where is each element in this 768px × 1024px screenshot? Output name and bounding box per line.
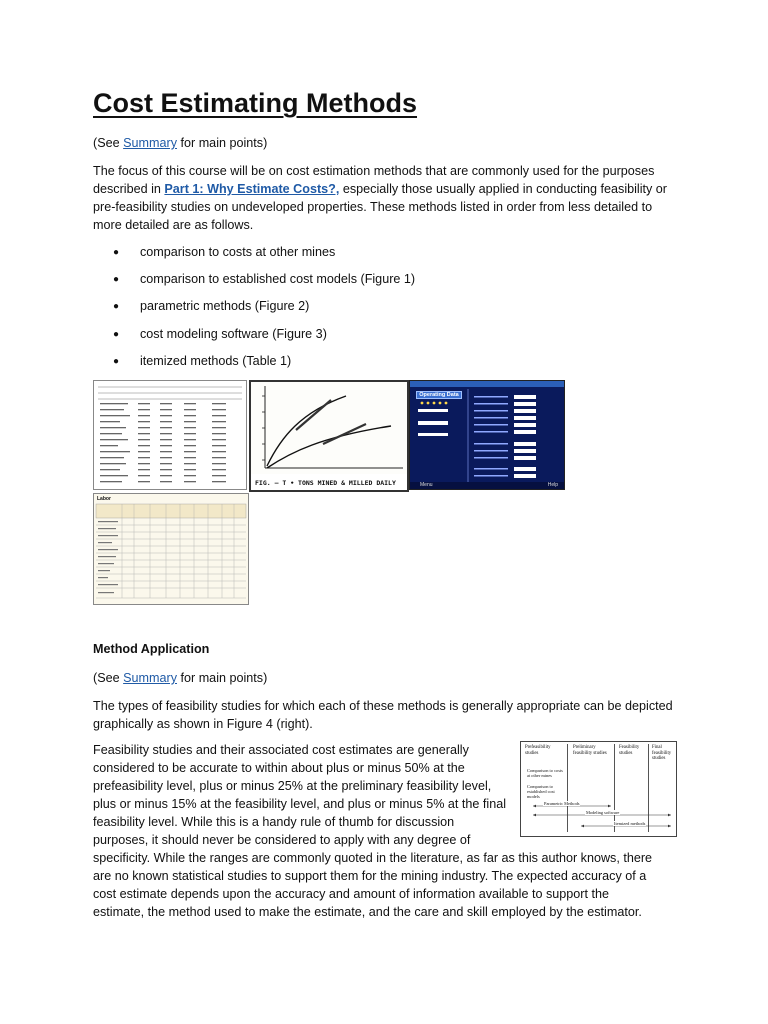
summary-link-1[interactable]: Summary	[123, 136, 177, 150]
list-item: ● itemized methods (Table 1)	[113, 354, 292, 368]
list-item: ● comparison to costs at other mines	[113, 245, 336, 259]
figure-2-parametric-chart-thumbnail[interactable]	[249, 380, 409, 492]
list-item: ● cost modeling software (Figure 3)	[113, 327, 327, 341]
figure-4-row-label: Comparison to costs at other mines	[527, 768, 563, 778]
part1-link[interactable]: Part 1: Why Estimate Costs?,	[164, 182, 340, 196]
types-paragraph: The types of feasibility studies for which each of these methods is generally appropriate can be depicted graphically as shown in Figure 4 (right).	[93, 699, 673, 731]
table-1-itemized-thumbnail[interactable]	[93, 493, 249, 605]
figure-3-software-thumbnail[interactable]	[409, 380, 565, 490]
figure-3-header: Operating Data	[416, 391, 462, 399]
figure-1-cost-model-thumbnail[interactable]	[93, 380, 247, 490]
see-summary-line-1: (See Summary for main points)	[93, 136, 268, 150]
list-item: ● comparison to established cost models (Figure 1)	[113, 272, 416, 286]
figure-4-feasibility-diagram[interactable]	[520, 741, 677, 837]
summary-link-2[interactable]: Summary	[123, 671, 177, 685]
feasibility-paragraph-lines: Feasibility studies and their associated cost estimates are generally considered to be accurate to within about plus or minus 50% at the prefeasibility level, plus or minus 25% at the preliminary feasibility level, plus or minus 15% at the feasibility level, and plus or minus 5% at the final feasibility level. While this is a handy rule of thumb for discussion purposes, it should never be considered to apply with any degree of	[93, 743, 507, 847]
figure-2-caption: FIG. — T • TONS MINED & MILLED DAILY	[255, 479, 396, 487]
intro-paragraph: The focus of this course will be on cost estimation methods that are commonly used for the purposes described in Part 1: Why Estimate Costs?, especially those usually applied in conducting feasibility or pre-feasibility studies on undeveloped properties. These methods listed in order from less detailed to more detailed are as follows.	[93, 164, 668, 232]
feasibility-paragraph-rest: specificity. While the ranges are commonly quoted in the literature, as far as this author knows, there are no known statistical studies to support them for the mining industry. The expected accuracy of a cost estimate depends upon the accuracy and amount of information available to support the estimate, the method used to make the estimate, and the care and skill employed by the estimator.	[93, 851, 653, 919]
page-title: Cost Estimating Methods	[93, 88, 418, 118]
section-heading: Method Application	[93, 642, 210, 656]
figure-4-method-label: Itemized methods	[614, 821, 646, 826]
list-item: ● parametric methods (Figure 2)	[113, 299, 310, 313]
figure-4-row-label: Comparison to established cost models	[527, 784, 555, 799]
figure-3-menu-label: Menu	[420, 482, 433, 488]
see-summary-line-2: (See Summary for main points)	[93, 671, 268, 685]
figure-4-column-label: Preliminary feasibility studies	[573, 745, 607, 756]
figure-4-method-label: Modeling software	[586, 810, 620, 815]
figure-4-method-label: Parametric Methods	[544, 801, 580, 806]
table-1-label: Labor	[97, 496, 111, 502]
figure-4-column-label: Final feasibility studies	[652, 745, 672, 761]
figure-4-column-label: Feasibility studies	[619, 745, 640, 756]
figure-3-help-label: Help	[547, 482, 558, 488]
figure-4-column-label: Prefeasibility studies	[525, 745, 551, 756]
